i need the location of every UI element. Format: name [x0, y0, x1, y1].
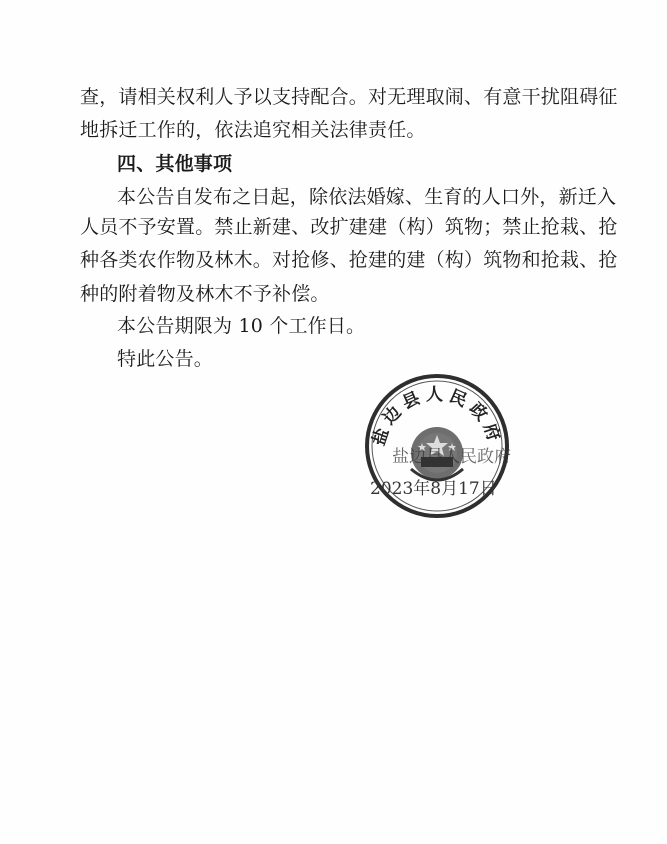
- body-text-line: 种各类农作物及林木。对抢修、抢建的建（构）筑物和抢栽、抢: [80, 249, 618, 271]
- section-heading: 四、其他事项: [117, 153, 233, 175]
- svg-text:盐边县人民政府: 盐边县人民政府: [369, 385, 505, 449]
- body-text-line: 地拆迁工作的，依法追究相关法律责任。: [80, 119, 426, 141]
- body-text-line: 本公告自发布之日起，除依法婚嫁、生育的人口外，新迁入: [117, 186, 617, 208]
- body-text-line: 种的附着物及林木不予补偿。: [80, 283, 330, 305]
- body-text-line: 查，请相关权利人予以支持配合。对无理取闹、有意干扰阻碍征: [80, 86, 618, 108]
- body-text-line: 本公告期限为 10 个工作日。: [117, 315, 366, 337]
- issuer-name: 盐边县人民政府: [392, 447, 511, 467]
- issue-date: 2023年8月17日: [370, 479, 497, 499]
- body-text-line: 人员不予安置。禁止新建、改扩建建（构）筑物；禁止抢栽、抢: [80, 216, 618, 238]
- closing-text: 特此公告。: [117, 348, 214, 370]
